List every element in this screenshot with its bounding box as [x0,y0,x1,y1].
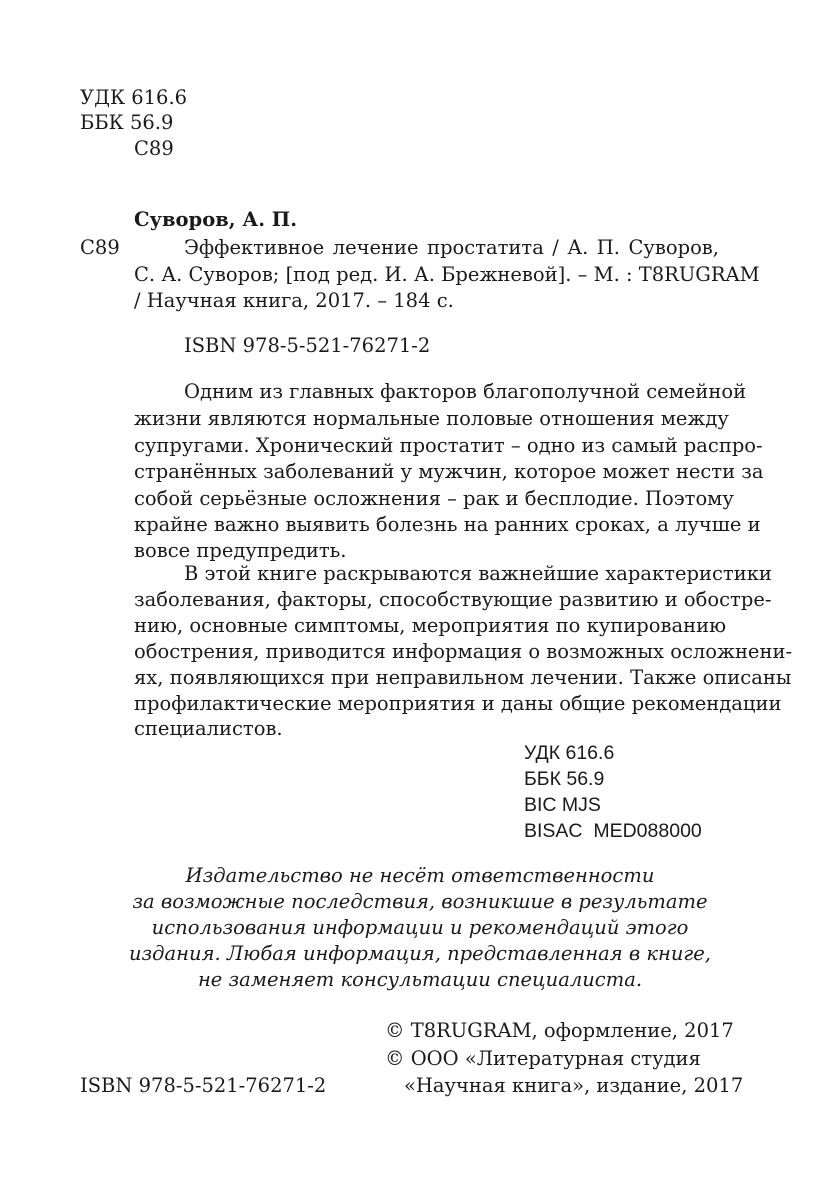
bib-isbn: ISBN 978-5-521-76271-2 [184,334,431,357]
bib-mark: С89 [80,236,120,259]
annotation-p2-line: заболевания, факторы, способствующие развитию и обостре- [134,588,772,611]
disclaimer-line: Издательство не несёт ответственности [185,864,655,887]
annotation-p1-line: собой серьёзные осложнения – рак и бесплодие. Поэтому [134,487,734,510]
bib-author: Суворов, А. П. [134,208,297,231]
copyright-line-2: © ООО «Литературная студия [385,1047,701,1070]
annotation-p2-line: В этой книге раскрываются важнейшие характеристики [184,562,772,585]
annotation-p2-line: обострения, приводится информация о возможных осложнени- [134,640,793,663]
disclaimer-line: не заменяет консультации специалиста. [197,968,643,991]
annotation-p1-line: Одним из главных факторов благополучной семейной [184,380,747,403]
footer-isbn: ISBN 978-5-521-76271-2 [80,1074,327,1097]
udk-top: УДК 616.6 [80,86,188,109]
annotation-p2-line: специалистов. [134,717,283,740]
annotation-p1-line: крайне важно выявить болезнь на ранних сроках, а лучше и [134,513,761,536]
codes-udk: УДК 616.6 [524,742,615,764]
disclaimer-line: использования информации и рекомендаций этого [151,916,689,939]
annotation-p2-line: нию, основные симптомы, мероприятия по купированию [134,614,727,637]
bib-line-1: Эффективное лечение простатита / А. П. Суворов, [184,236,719,259]
annotation-p1-line: жизни являются нормальные половые отношения между [134,407,729,430]
annotation-p1-line: супругами. Хронический простатит – одно из самый распро- [134,434,763,457]
bib-line-2: С. А. Суворов; [под ред. И. А. Брежневой]. – М. : T8RUGRAM [134,263,760,286]
annotation-p2-line: ях, появляющихся при неправильном лечении. Также описаны [134,666,792,689]
bbk-top: ББК 56.9 [80,111,174,134]
annotation-p2-line: профилактические мероприятия и даны общие рекомендации [134,692,782,715]
disclaimer-line: за возможные последствия, возникшие в результате [132,890,708,913]
bib-line-3: / Научная книга, 2017. – 184 с. [134,289,454,312]
annotation-p1-line: вовсе предупредить. [134,539,347,562]
codes-bisac: BISAC MED088000 [524,820,702,842]
author-mark-top: С89 [134,137,174,160]
codes-bic: BIC MJS [524,794,601,816]
disclaimer-line: издания. Любая информация, представленная в книге, [128,942,712,965]
codes-bbk: ББК 56.9 [524,768,605,790]
annotation-p1-line: странённых заболеваний у мужчин, которое может нести за [134,460,764,483]
copyright-line-1: © T8RUGRAM, оформление, 2017 [385,1019,734,1042]
copyright-line-3: «Научная книга», издание, 2017 [404,1074,744,1097]
